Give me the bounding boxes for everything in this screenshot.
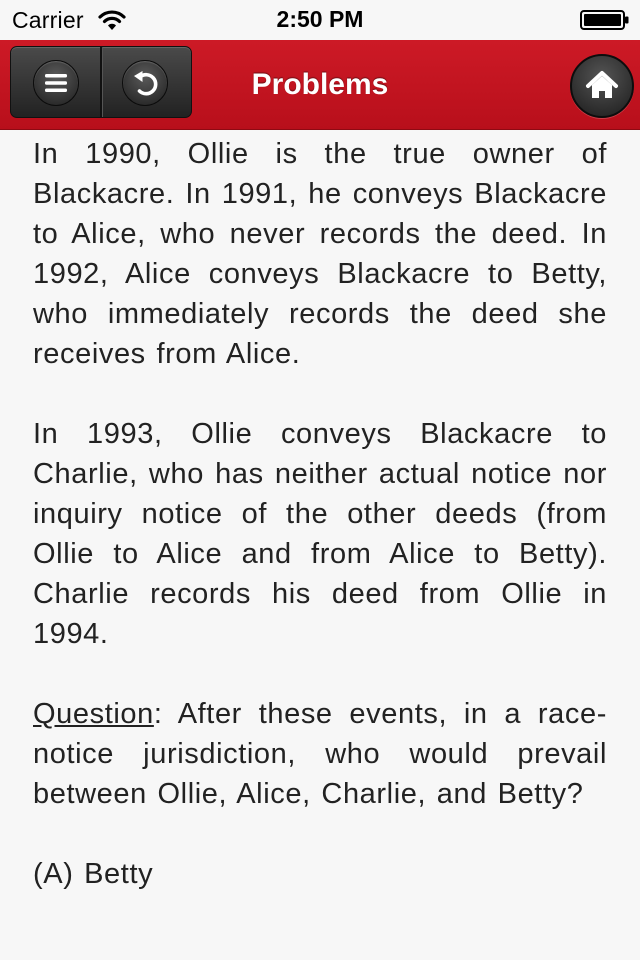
- question-label: Question: [33, 698, 154, 730]
- page-title: Problems: [251, 68, 389, 101]
- home-icon: [572, 56, 632, 116]
- menu-icon: [34, 61, 78, 105]
- question-paragraph: [33, 694, 607, 814]
- home-button[interactable]: [570, 54, 634, 118]
- back-button[interactable]: [122, 60, 168, 106]
- menu-button[interactable]: [33, 60, 79, 106]
- problem-content: [33, 134, 607, 934]
- question-text: : After these events, in a race-notice jurisdiction, who would prevail between Ollie, Alice, Charlie, and Betty?: [33, 698, 607, 810]
- answer-option-a[interactable]: (A) Betty: [33, 858, 154, 890]
- nav-divider: [100, 47, 103, 117]
- navigation-bar: [0, 40, 640, 130]
- nav-button-group: [10, 46, 192, 118]
- carrier-label: Carrier: [12, 7, 84, 33]
- problem-paragraph-1: In 1990, Ollie is the true owner of Blackacre. In 1991, he conveys Blackacre to Alice, who never records the deed. In 1992, Alice conveys Blackacre to Betty, who immediately records the deed she receives from Alice.: [33, 138, 607, 370]
- status-time: 2:50 PM: [276, 6, 364, 32]
- problem-paragraph-2: In 1993, Ollie conveys Blackacre to Charlie, who has neither actual notice nor inquiry notice of the other deeds (from Ollie to Alice and from Alice to Betty). Charlie records his deed from Ollie in 1994.: [33, 418, 607, 650]
- battery-icon: [580, 10, 630, 30]
- status-bar: [0, 0, 640, 40]
- undo-icon: [123, 61, 167, 105]
